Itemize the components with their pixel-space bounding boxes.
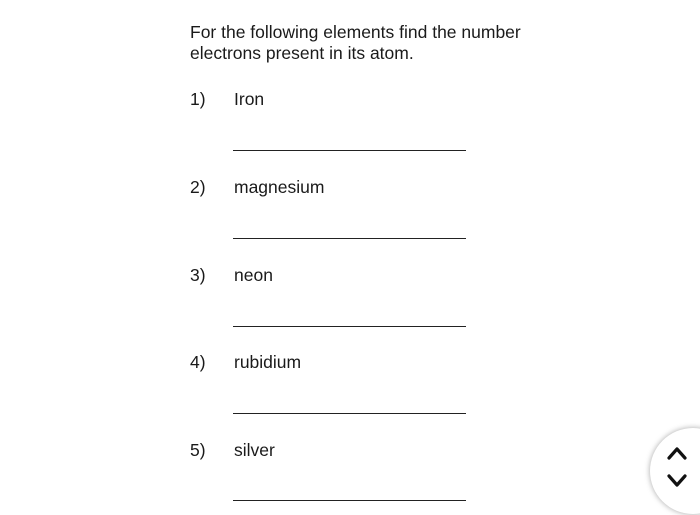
question-1-label: Iron [234,89,265,109]
question-3-label: neon [234,265,273,285]
question-3-number: 3) [190,265,206,285]
question-1-number: 1) [190,89,206,109]
instructions-text: For the following elements find the number electrons present in its atom. [190,22,521,63]
question-1-answer-line [233,150,466,151]
question-4-label: rubidium [234,352,302,372]
image-navigation-widget [650,428,700,514]
question-4-number: 4) [190,352,206,372]
question-2-number: 2) [190,177,206,197]
question-2-label: magnesium [234,177,325,197]
question-4-answer-line [233,413,466,414]
question-5-label: silver [234,440,275,460]
chevron-down-icon[interactable] [666,472,688,490]
chevron-up-icon[interactable] [666,444,688,462]
question-3-answer-line [233,326,466,327]
question-5-answer-line [233,500,466,501]
question-2-answer-line [233,238,466,239]
question-5-number: 5) [190,440,206,460]
